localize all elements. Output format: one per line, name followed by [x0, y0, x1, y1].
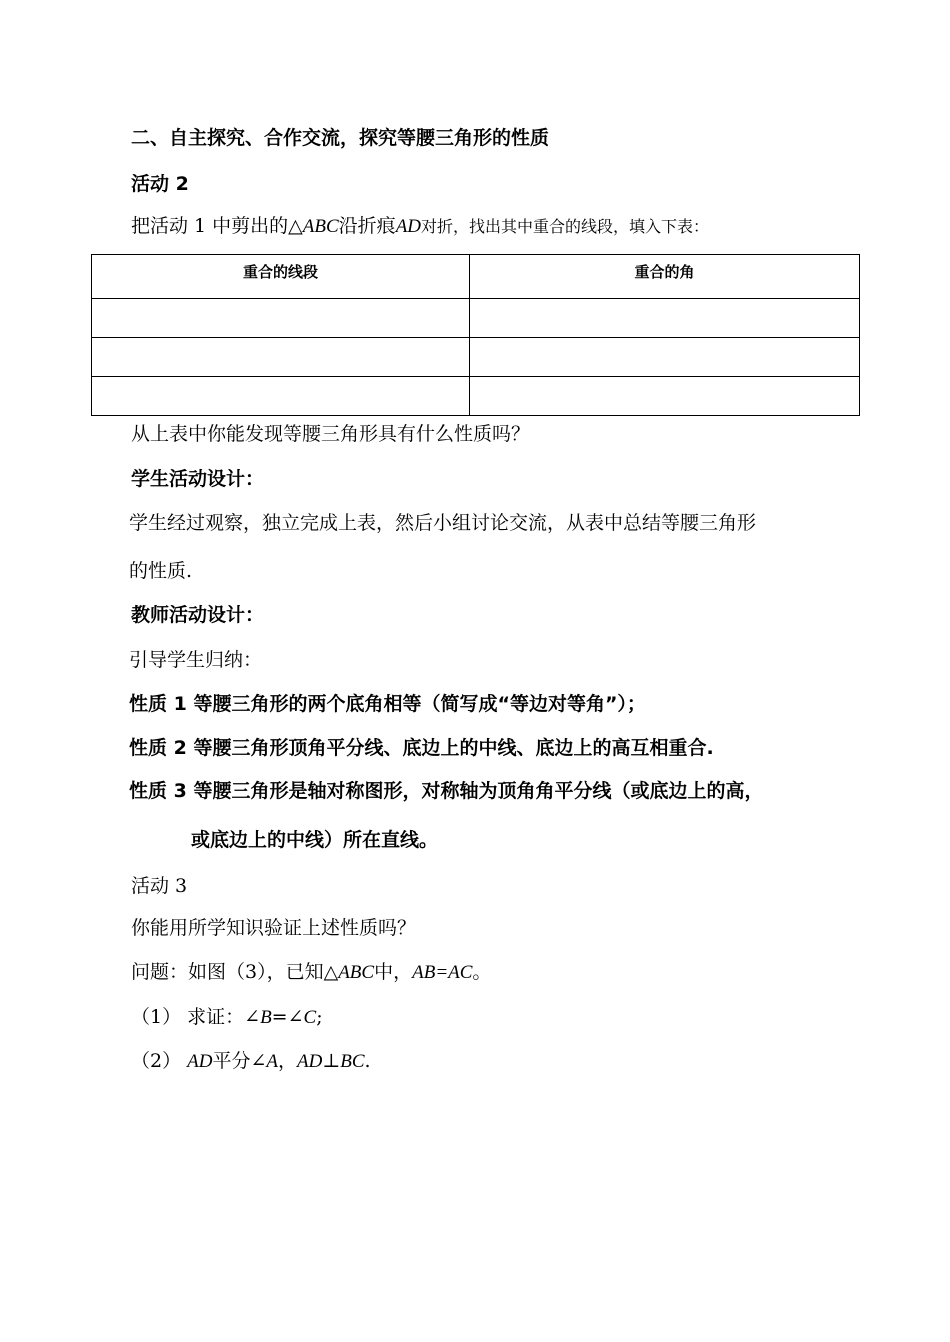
student-design-line1: 学生经过观察，独立完成上表，然后小组讨论交流，从表中总结等腰三角形 — [129, 512, 757, 534]
perpendicular-symbol: ⊥ — [322, 1050, 341, 1072]
item1-text: =∠ — [271, 1006, 304, 1028]
instruction-text: 沿折痕 — [338, 215, 396, 237]
activity3-title: 活动 3 — [131, 875, 188, 897]
property-3-continued: 或底边上的中线）所在直线。 — [191, 829, 439, 851]
property-1: 性质 1 等腰三角形的两个底角相等（简写成“等边对等角”）； — [129, 693, 646, 715]
instruction-text: 把活动 1 中剪出的△ — [131, 215, 303, 237]
activity2-title: 活动 2 — [131, 173, 189, 195]
item2-end: . — [364, 1050, 371, 1072]
problem-text: 。 — [472, 961, 492, 983]
table-cell[interactable] — [470, 338, 860, 377]
teacher-design-heading: 教师活动设计： — [131, 604, 265, 626]
activity3-question: 你能用所学知识验证上述性质吗？ — [131, 917, 417, 939]
activity3-item1 — [131, 1005, 323, 1030]
header-coincident-segments: 重合的线段 — [92, 255, 470, 299]
header-coincident-angles: 重合的角 — [470, 255, 860, 299]
angle-b: B — [260, 1007, 272, 1028]
item2-label: （2） — [131, 1050, 188, 1072]
problem-text: 中， — [374, 961, 413, 983]
item2-text: 平分∠ — [212, 1050, 267, 1072]
table-cell[interactable] — [92, 377, 470, 416]
table-row — [92, 299, 860, 338]
teacher-design-intro: 引导学生归纳： — [129, 649, 263, 671]
table-row — [92, 338, 860, 377]
activity3-item2 — [131, 1049, 371, 1074]
angle-c: C — [303, 1007, 317, 1028]
segment-bc: BC — [340, 1051, 365, 1072]
section-heading: 二、自主探究、合作交流，探究等腰三角形的性质 — [131, 127, 550, 149]
table-cell[interactable] — [470, 299, 860, 338]
segment-ad: AD — [187, 1051, 213, 1072]
property-3: 性质 3 等腰三角形是轴对称图形，对称轴为顶角角平分线（或底边上的高， — [129, 780, 764, 802]
segment-ad: AD — [297, 1051, 323, 1072]
triangle-abc: ABC — [302, 216, 339, 237]
student-design-heading: 学生活动设计： — [131, 468, 265, 490]
table-cell[interactable] — [92, 338, 470, 377]
equality-ab-ac: AB=AC — [412, 962, 473, 983]
angle-a: A — [266, 1051, 278, 1072]
segment-ad: AD — [395, 216, 422, 237]
problem-text: 问题：如图（3），已知△ — [131, 961, 339, 983]
property-2: 性质 2 等腰三角形顶角平分线、底边上的中线、底边上的高互相重合. — [129, 737, 714, 759]
question-after-table: 从上表中你能发现等腰三角形具有什么性质吗？ — [131, 423, 531, 445]
student-design-line2: 的性质. — [129, 560, 193, 582]
item1-label: （1） 求证：∠ — [131, 1006, 261, 1028]
table-cell[interactable] — [92, 299, 470, 338]
triangle-abc: ABC — [338, 962, 375, 983]
activity3-problem — [131, 960, 491, 985]
coincident-parts-table — [91, 254, 860, 416]
item2-text: ， — [278, 1050, 298, 1072]
instruction-text: 对折，找出其中重合的线段，填入下表： — [421, 217, 710, 236]
table-cell[interactable] — [470, 377, 860, 416]
table-row — [92, 377, 860, 416]
item1-end: ; — [316, 1006, 323, 1028]
activity2-instruction — [131, 214, 709, 239]
table-header-row — [92, 255, 860, 299]
